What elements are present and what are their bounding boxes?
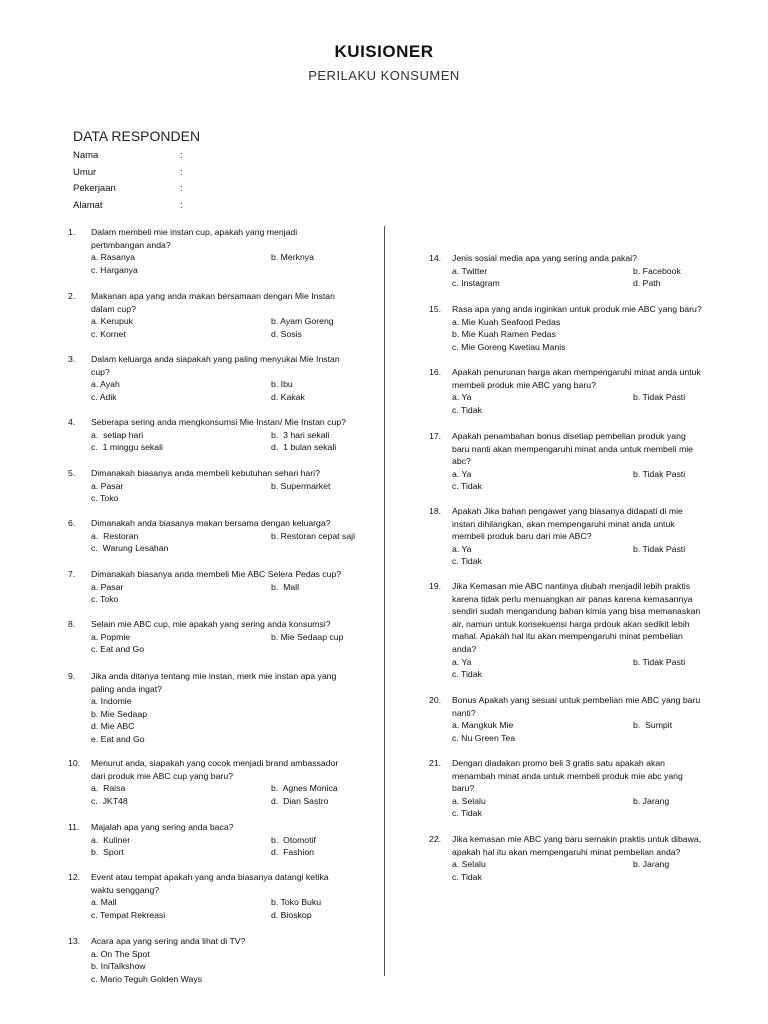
answer-option[interactable]: a. Kerupuk — [91, 316, 134, 327]
answer-option[interactable]: b. Jarang — [633, 795, 670, 806]
question-number: 13. — [68, 936, 81, 946]
question-text-line: Jika kemasan mie ABC yang baru semakin praktis untuk dibawa, — [452, 834, 702, 844]
question-number: 14. — [429, 253, 442, 263]
answer-option[interactable]: d. 1 bulan sekali — [271, 442, 337, 453]
answer-option[interactable]: c. Mie Goreng Kwetiau Manis — [452, 341, 566, 352]
question-number: 11. — [68, 822, 80, 832]
answer-option[interactable]: c. Instagram — [452, 278, 500, 289]
question-text-line: Jika anda ditanya tentang mie instan, merk mie instan apa yang — [91, 671, 337, 681]
question-number: 20. — [429, 695, 442, 705]
answer-option[interactable]: a. Mie Kuah Seafood Pedas — [452, 316, 561, 327]
question-number: 6. — [68, 518, 76, 528]
answer-option[interactable]: b. Mie Sedaap — [91, 708, 148, 719]
answer-option[interactable]: b. Mie Sedaap cup — [271, 631, 344, 642]
answer-option[interactable]: b. Jarang — [633, 859, 670, 870]
question-text-line: Bonus Apakah yang sesuai untuk pembelian mie ABC yang baru — [452, 695, 701, 705]
answer-option[interactable]: d. Kakak — [271, 391, 305, 402]
answer-option[interactable]: b. Toko Buku — [271, 897, 322, 908]
question-text-line: membeli produk mie ABC yang baru? — [452, 379, 596, 390]
answer-option[interactable]: b. Tidak Pasti — [633, 468, 686, 479]
answer-option[interactable]: b. Tidak Pasti — [633, 543, 686, 554]
question-text-line: Apakah penambahan bonus disetiap pembelian produk yang — [452, 431, 686, 441]
answer-option[interactable]: a. Restoran — [91, 530, 139, 541]
question-number: 4. — [68, 417, 76, 427]
question-text-line: Jika Kemasan mie ABC nantinya diubah menjadil lebih praktis — [452, 581, 691, 591]
question-text-line: cup? — [91, 366, 110, 377]
respondent-label-nama: Nama — [73, 150, 99, 161]
answer-option[interactable]: a. Ya — [452, 656, 472, 667]
respondent-colon: : — [180, 167, 183, 178]
question-text-line: abc? — [452, 456, 471, 467]
answer-option[interactable]: b. Agnes Monica — [271, 783, 338, 794]
question-text-line: apakah hal itu akan mempengaruhi minat pembelian anda? — [452, 846, 681, 857]
answer-option[interactable]: c. Harganya — [91, 264, 138, 275]
respondent-colon: : — [180, 200, 183, 211]
answer-option[interactable]: b. Sport — [91, 847, 124, 858]
question-text-line: Menurut anda, siapakah yang cocok menjadi brand ambassador — [91, 758, 339, 768]
answer-option[interactable]: b. Restoran cepat saji — [271, 530, 356, 541]
question-number: 10. — [68, 758, 81, 768]
answer-option[interactable]: c. Eat and Go — [91, 644, 145, 655]
question-text-line: menambah minat anda untuk membeli produk mie abc yang — [452, 770, 683, 781]
question-number: 8. — [68, 619, 76, 629]
answer-option[interactable]: b. Ibu — [271, 379, 293, 390]
answer-option[interactable]: a. Ayah — [91, 379, 120, 390]
answer-option[interactable]: a. setiap hari — [91, 429, 144, 440]
question-number: 22. — [429, 834, 442, 844]
question-number: 5. — [68, 468, 76, 478]
question-text-line: Dengan diadakan promo beli 3 gratis satu apakah akan — [452, 758, 665, 768]
question-number: 7. — [68, 569, 76, 579]
answer-option[interactable]: a. Ya — [452, 543, 472, 554]
question-text-line: baru? — [452, 783, 475, 794]
question-number: 17. — [429, 431, 442, 441]
answer-option[interactable]: b. Otomotif — [271, 834, 316, 845]
answer-option[interactable]: c. Tidak — [452, 556, 482, 567]
question-text-line: Rasa apa yang anda inginkan untuk produk mie ABC yang baru? — [452, 304, 702, 314]
respondent-label-umur: Umur — [73, 167, 97, 178]
question-text-line: karena tidak perlu menuangkan air panas karena kemasannya — [452, 593, 693, 604]
respondent-label-pekerjaan: Pekerjaan — [73, 183, 116, 194]
question-text-line: pertimbangan anda? — [91, 239, 171, 250]
answer-option[interactable]: c. Toko — [91, 493, 119, 504]
question-text-line: paling anda ingat? — [91, 683, 163, 694]
respondent-section-title: DATA RESPONDEN — [73, 128, 201, 144]
answer-option[interactable]: a. Pasar — [91, 581, 124, 592]
question-number: 1. — [68, 227, 76, 237]
question-number: 18. — [429, 506, 442, 516]
respondent-field-alamat[interactable] — [190, 200, 370, 212]
answer-option[interactable]: b. Tidak Pasti — [633, 392, 686, 403]
answer-option[interactable]: a. Ya — [452, 468, 472, 479]
question-number: 9. — [68, 671, 76, 681]
answer-option[interactable]: b. Mie Kuah Ramen Pedas — [452, 329, 556, 340]
answer-option[interactable]: a. Popmie — [91, 631, 131, 642]
answer-option[interactable]: d. Fashion — [271, 847, 314, 858]
answer-option[interactable]: b. Ayam Goreng — [271, 316, 334, 327]
answer-option[interactable]: d. Bioskop — [271, 909, 312, 920]
question-text-line: nanti? — [452, 707, 476, 718]
question-text-line: Dimanakah biasanya anda membeli Mie ABC Selera Pedas cup? — [91, 569, 342, 579]
column-divider — [384, 226, 385, 976]
answer-option[interactable]: b. Sumpit — [633, 720, 673, 731]
question-text-line: baru nanti akan mempengaruhi minat anda untuk membeli mie — [452, 443, 693, 454]
answer-option[interactable]: a. Pasar — [91, 480, 124, 491]
question-text-line: mahal. Apakah hal itu akan mempengaruhi minat pembelian — [452, 631, 683, 642]
answer-option[interactable]: c. Warung Lesahan — [91, 543, 169, 554]
page-subtitle: PERILAKU KONSUMEN — [308, 68, 460, 83]
question-number: 16. — [429, 367, 442, 377]
answer-option[interactable]: b. Mall — [271, 581, 300, 592]
respondent-colon: : — [180, 183, 183, 194]
answer-option[interactable]: c. Kornet — [91, 328, 126, 339]
answer-option[interactable]: d. Mie ABC — [91, 721, 135, 732]
answer-option[interactable]: a. Raisa — [91, 783, 126, 794]
answer-option[interactable]: e. Eat and Go — [91, 734, 145, 744]
answer-option[interactable]: c. Tempat Rekreasi — [91, 909, 166, 920]
answer-option[interactable]: b. Tidak Pasti — [633, 656, 686, 667]
question-text-line: waktu senggang? — [91, 884, 160, 895]
answer-option[interactable]: c. JKT48 — [91, 795, 128, 806]
answer-option[interactable]: a. Ya — [452, 392, 472, 403]
answer-option[interactable]: d. Dian Sastro — [271, 795, 329, 806]
answer-option[interactable]: d. Path — [633, 278, 661, 289]
question-text-line: Apakah penurunan harga akan mempengaruhi minat anda untuk — [452, 367, 701, 377]
answer-option[interactable]: b. Merknya — [271, 252, 314, 263]
answer-option[interactable]: c. Mario Teguh Golden Ways — [91, 973, 203, 984]
answer-option[interactable]: c. Toko — [91, 594, 119, 605]
question-text-line: Seberapa sering anda mengkonsumsi Mie Instan/ Mie Instan cup? — [91, 417, 346, 427]
question-text-line: dalam cup? — [91, 303, 136, 314]
answer-option[interactable]: d. Sosis — [271, 328, 302, 339]
answer-option[interactable]: b. Facebook — [633, 265, 681, 276]
answer-option[interactable]: a. Twitter — [452, 265, 488, 276]
answer-option[interactable]: c. Tidak — [452, 481, 482, 492]
answer-option[interactable]: a. Kuliner — [91, 834, 131, 845]
question-text-line: sendiri sudah mengandung bahan kimia yang bisa memanaskan — [452, 606, 701, 617]
question-text-line: instan dihilangkan, akan mempengaruhi minat anda untuk — [452, 518, 675, 529]
page-title: KUISIONER — [334, 42, 434, 61]
question-number: 3. — [68, 354, 76, 364]
question-number: 19. — [429, 581, 442, 591]
question-text-line: Event atau tempat apakah yang anda biasanya datangi ketika — [91, 872, 329, 882]
respondent-field-pekerjaan[interactable] — [190, 183, 370, 195]
question-text-line: Selain mie ABC cup, mie apakah yang sering anda konsumsi? — [91, 619, 331, 629]
question-text-line: Dimanakah anda biasanya makan bersama dengan keluarga? — [91, 518, 331, 528]
question-number: 2. — [68, 291, 76, 301]
answer-option[interactable]: a. Indomie — [91, 696, 132, 707]
question-text-line: Jenis sosial media apa yang sering anda pakai? — [452, 253, 637, 263]
answer-option[interactable]: b. IniTalkshow — [91, 961, 146, 972]
question-text-line: Dalam keluarga anda siapakah yang paling menyukai Mie Instan — [91, 354, 340, 364]
respondent-colon: : — [180, 150, 183, 161]
respondent-label-alamat: Alamat — [73, 200, 103, 211]
question-text-line: anda? — [452, 644, 477, 654]
question-text-line: Majalah apa yang sering anda baca? — [91, 822, 234, 832]
question-text-line: Apakah Jika bahan pengawet yang biasanya didapati di mie — [452, 506, 683, 516]
answer-option[interactable]: a. On The Spot — [91, 948, 150, 959]
question-number: 21. — [429, 758, 442, 768]
question-text-line: membeli produk baru dari mie ABC? — [452, 531, 592, 542]
question-number: 15. — [429, 304, 442, 314]
respondent-field-nama[interactable] — [190, 150, 370, 162]
answer-option[interactable]: a. Mall — [91, 897, 117, 908]
question-text-line: dari produk mie ABC cup yang baru? — [91, 770, 233, 781]
answer-option[interactable]: a. Rasanya — [91, 252, 135, 263]
answer-option[interactable]: c. Tidak — [452, 871, 482, 882]
answer-option[interactable]: c. Nu Green Tea — [452, 732, 516, 743]
answer-option[interactable]: a. Selalu — [452, 859, 486, 870]
answer-option[interactable]: c. Tidak — [452, 404, 482, 415]
question-text-line: air, namun untuk konsekuensi harga prdouk akan sedikit lebih — [452, 618, 690, 629]
answer-option[interactable]: c. Adik — [91, 391, 117, 402]
question-text-line: Dalam membeli mie instan cup, apakah yang menjadi — [91, 227, 298, 237]
question-text-line: Dimanakah biasanya anda membeli kebutuhan sehari hari? — [91, 468, 320, 478]
answer-option[interactable]: c. Tidak — [452, 808, 482, 819]
answer-option[interactable]: c. Tidak — [452, 669, 482, 680]
answer-option[interactable]: c. 1 minggu sekali — [91, 442, 163, 453]
answer-option[interactable]: a. Selalu — [452, 795, 486, 806]
answer-option[interactable]: b. Supermarket — [271, 480, 331, 491]
question-text-line: Acara apa yang sering anda lihat di TV? — [91, 936, 246, 946]
question-number: 12. — [68, 872, 81, 882]
question-text-line: Makanan apa yang anda makan bersamaan dengan Mie Instan — [91, 291, 335, 301]
respondent-field-umur[interactable] — [190, 167, 370, 179]
answer-option[interactable]: a. Mangkuk Mie — [452, 720, 514, 731]
answer-option[interactable]: b. 3 hari sekali — [271, 429, 330, 440]
